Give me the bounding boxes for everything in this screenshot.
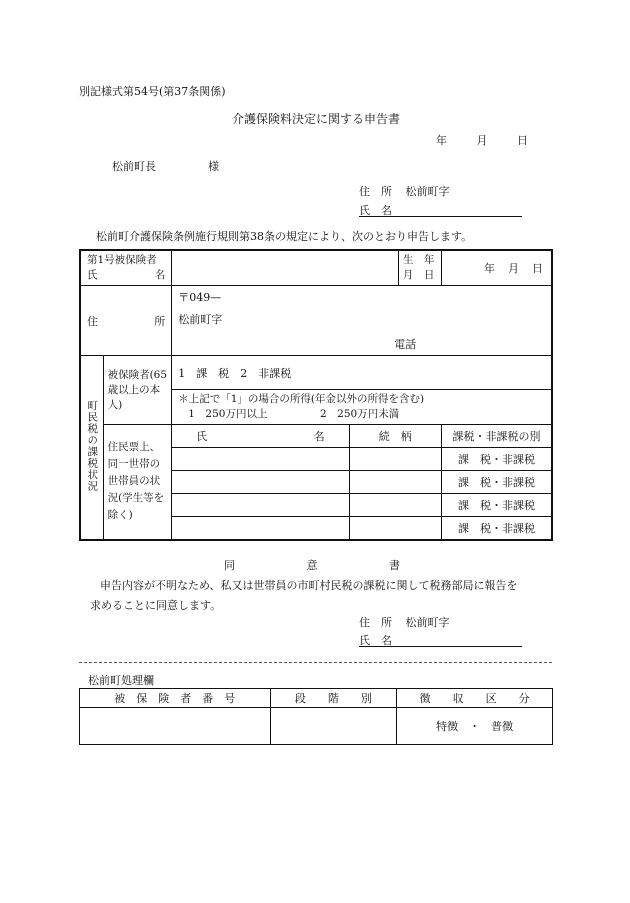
office-stage-field[interactable] [270,708,397,745]
insured-name-field[interactable] [172,250,399,286]
household-label: 住民票上、同一世帯の世帯員の状況(学生等を除く) [103,425,172,540]
form-number: 別記様式第54号(第37条関係) [79,85,226,98]
address-label: 住 所 [359,185,392,198]
birth-date-field[interactable] [442,250,553,286]
date-year-label: 年 [436,134,447,147]
phone-label: 電話 [394,338,417,351]
income-note: ＊上記で「1」の場合の所得(年金以外の所得を含む) [178,393,425,405]
office-number-field[interactable] [80,708,271,745]
member-relation-1[interactable] [349,448,441,471]
intro-text: 松前町介護保険条例施行規則第38条の規定により、次のとおり申告します。 [96,230,473,243]
office-col-number: 被 保 険 者 番 号 [80,689,271,708]
office-col-collection: 徴 収 区 分 [397,689,553,708]
tax-status-label [80,356,103,540]
birth-year-label: 年 [484,262,495,275]
office-col-stage: 段 階 別 [270,689,397,708]
income-field[interactable] [172,390,552,425]
col-name-left: 氏 [196,430,208,443]
member-tax-1[interactable]: 課 税・非課税 [442,448,553,471]
member-relation-3[interactable] [349,494,441,517]
insured-label-right: 名 [154,269,166,281]
income-options: 1 250万円以上 2 250万円未満 [188,408,400,420]
address-value[interactable]: 松前町字 [405,185,450,198]
tax-status-text: 町民税の課税状況 [86,399,99,492]
office-table [79,688,553,745]
consent-address-label: 住 所 [359,616,392,629]
date-line [436,132,528,148]
consent-text-2: 求めることに同意します。 [90,599,222,612]
col-relation-header: 続 柄 [349,425,441,448]
consent-name-field[interactable] [359,632,522,647]
date-day-label: 日 [517,134,528,147]
consent-text-1: 申告内容が不明なため、私又は世帯員の市町村民税の課税に関して税務部局に報告を [100,579,518,592]
birth-day-label: 日 [532,262,543,275]
consent-address-value[interactable]: 松前町字 [405,616,450,629]
member-relation-2[interactable] [349,471,441,494]
addressee: 松前町長 [112,160,156,173]
insured-name-label [80,250,172,286]
col-name-right: 名 [313,430,325,443]
applicant-address [359,183,450,199]
address-row-label [80,286,172,356]
tax-options[interactable]: 1 課 税 2 非課税 [172,356,552,390]
birth-label-1: 生 年 [402,254,435,266]
postal-code: 〒049— [178,291,222,304]
member-relation-4[interactable] [349,517,441,540]
member-tax-3[interactable]: 課 税・非課税 [442,494,553,517]
member-name-1[interactable] [172,448,349,471]
birth-label [398,250,441,286]
insured-label-line1: 第1号被保険者 [87,254,157,266]
page-title: 介護保険料決定に関する申告書 [232,112,401,126]
address-field[interactable] [172,286,552,356]
insured-label-left: 氏 [87,269,98,281]
member-name-2[interactable] [172,471,349,494]
date-month-label: 月 [476,134,488,147]
member-name-4[interactable] [172,517,349,540]
address-row-label-right: 所 [154,314,166,328]
applicant-name-field[interactable] [359,202,522,217]
birth-label-2: 月 日 [402,269,435,281]
name-label: 氏 名 [359,204,392,217]
declaration-table [79,249,553,541]
consent-title-2: 意 [306,559,318,572]
consent-address [359,614,450,630]
address-row-label-left: 住 [87,314,98,328]
consent-name-label: 氏 名 [359,634,392,647]
birth-month-label: 月 [508,262,519,275]
honorific: 様 [208,160,219,173]
office-title: 松前町処理欄 [88,674,154,687]
consent-title [224,557,400,573]
member-tax-4[interactable]: 課 税・非課税 [442,517,553,540]
member-name-3[interactable] [172,494,349,517]
office-collection-field[interactable]: 特徴 ・ 普徴 [397,708,553,745]
consent-title-3: 書 [389,559,400,572]
col-tax-header: 課税・非課税の別 [442,425,553,448]
cut-line [79,662,552,663]
consent-title-1: 同 [224,559,235,572]
col-name-header [172,425,349,448]
insured-person-label: 被保険者(65歳以上の本人) [103,356,172,425]
member-tax-2[interactable]: 課 税・非課税 [442,471,553,494]
address-prefix: 松前町字 [178,313,223,326]
